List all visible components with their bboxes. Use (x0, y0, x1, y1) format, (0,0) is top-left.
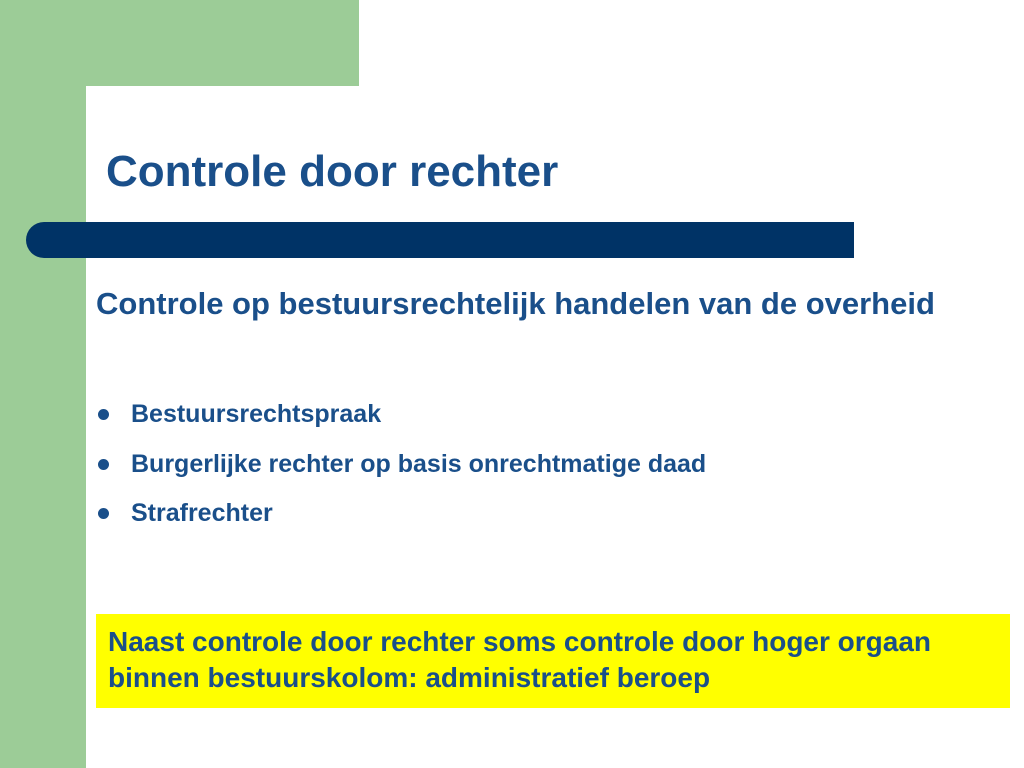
bullet-icon (98, 409, 109, 420)
bullet-item (96, 390, 706, 440)
title-underline-bar (26, 222, 854, 258)
green-top-band (0, 0, 359, 86)
bullet-icon (98, 508, 109, 519)
bullet-item (96, 489, 706, 539)
bullet-icon (98, 459, 109, 470)
slide-title: Controle door rechter (106, 147, 559, 196)
bullet-text: Strafrechter (131, 499, 273, 528)
note-text: Naast controle door rechter soms controle door hoger orgaan binnen bestuurskolom: administratief beroep (108, 626, 932, 693)
content-corner (86, 86, 146, 146)
bullet-item (96, 440, 706, 490)
bullet-text: Bestuursrechtspraak (131, 400, 382, 429)
bullet-list (96, 390, 706, 539)
bullet-text: Burgerlijke rechter op basis onrechtmatige daad (131, 449, 707, 478)
slide-subtitle: Controle op bestuursrechtelijk handelen van de overheid (96, 286, 935, 321)
highlighted-note-box (96, 614, 1010, 708)
green-left-band (0, 0, 86, 768)
